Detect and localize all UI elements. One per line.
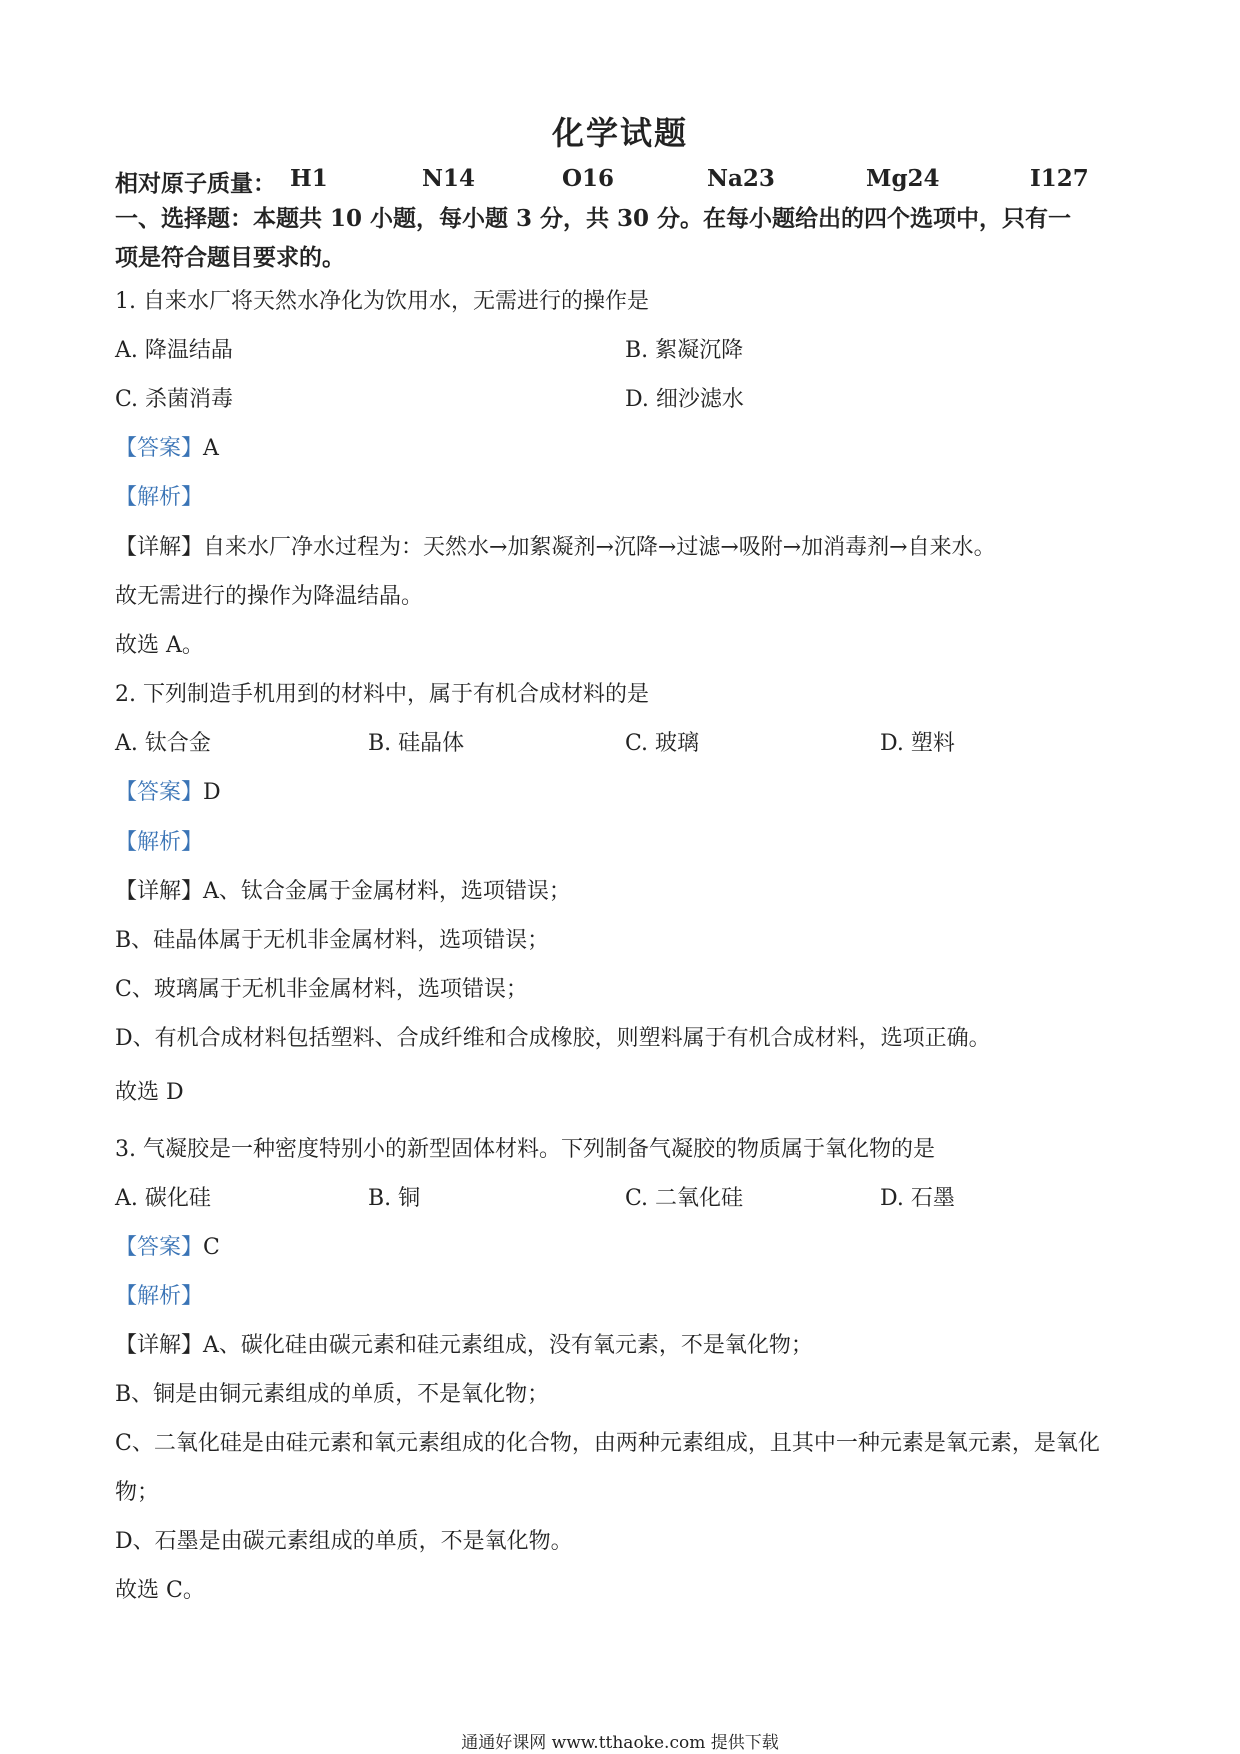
question-2-answer	[115, 778, 221, 808]
question-2-detail-5: 故选 D	[115, 1080, 184, 1105]
section-header-line2: 项是符合题目要求的。	[115, 244, 345, 271]
question-1-detail-3: 故选 A。	[115, 633, 204, 658]
question-1-stem: 1. 自来水厂将天然水净化为饮用水，无需进行的操作是	[115, 289, 649, 314]
atomic-mass-label: 相对原子质量：	[115, 170, 276, 197]
question-2-option-b: B. 硅晶体	[368, 731, 465, 756]
question-1-option-d: D. 细沙滤水	[625, 387, 744, 412]
question-2-detail-2: B、硅晶体属于无机非金属材料，选项错误；	[115, 928, 550, 953]
question-1-option-b: B. 絮凝沉降	[625, 338, 744, 363]
page-title: 化学试题	[551, 114, 688, 152]
question-3-detail-4: 物；	[115, 1480, 160, 1505]
question-1-analysis-label: 【解析】	[115, 485, 204, 510]
question-1-option-c: C. 杀菌消毒	[115, 387, 234, 412]
question-2-option-c: C. 玻璃	[625, 731, 700, 756]
question-2-detail-3: C、玻璃属于无机非金属材料，选项错误；	[115, 977, 528, 1002]
question-1-answer	[115, 434, 219, 464]
question-3-stem: 3. 气凝胶是一种密度特别小的新型固体材料。下列制备气凝胶的物质属于氧化物的是	[115, 1137, 935, 1162]
question-3-detail-1	[115, 1331, 813, 1361]
answer-label: 【答案】	[115, 1235, 204, 1260]
question-2-analysis-label: 【解析】	[115, 830, 204, 855]
answer-label: 【答案】	[115, 780, 204, 805]
atomic-mass-i: I127	[1030, 165, 1089, 192]
question-2-detail-1	[115, 877, 571, 907]
question-2-detail-4: D、有机合成材料包括塑料、合成纤维和合成橡胶，则塑料属于有机合成材料，选项正确。	[115, 1026, 991, 1051]
question-3-option-d: D. 石墨	[880, 1186, 955, 1211]
question-1-option-a: A. 降温结晶	[115, 338, 233, 363]
answer-label: 【答案】	[115, 436, 204, 461]
atomic-mass-o: O16	[562, 165, 615, 192]
atomic-mass-mg: Mg24	[866, 165, 940, 192]
question-3-answer	[115, 1233, 220, 1263]
atomic-mass-h: H1	[290, 165, 328, 192]
question-2-option-d: D. 塑料	[880, 731, 955, 756]
question-3-detail-6: 故选 C。	[115, 1578, 205, 1603]
atomic-mass-n: N14	[422, 165, 476, 192]
question-1-detail-2: 故无需进行的操作为降温结晶。	[115, 584, 424, 609]
answer-value: A	[203, 436, 219, 461]
question-3-option-b: B. 铜	[368, 1186, 421, 1211]
detail-text: 自来水厂净水过程为：天然水→加絮凝剂→沉降→过滤→吸附→加消毒剂→自来水。	[203, 535, 996, 560]
detail-text: A、钛合金属于金属材料，选项错误；	[203, 879, 571, 904]
question-3-detail-2: B、铜是由铜元素组成的单质，不是氧化物；	[115, 1382, 550, 1407]
question-3-option-a: A. 碳化硅	[115, 1186, 211, 1211]
question-2-stem: 2. 下列制造手机用到的材料中，属于有机合成材料的是	[115, 682, 649, 707]
page-footer: 通通好课网 www.tthaoke.com 提供下载	[461, 1733, 779, 1753]
question-3-option-c: C. 二氧化硅	[625, 1186, 744, 1211]
question-2-option-a: A. 钛合金	[115, 731, 211, 756]
question-1-detail-1	[115, 533, 996, 563]
question-3-analysis-label: 【解析】	[115, 1284, 204, 1309]
detail-label: 【详解】	[115, 1333, 204, 1358]
question-3-detail-5: D、石墨是由碳元素组成的单质，不是氧化物。	[115, 1529, 573, 1554]
answer-value: D	[203, 780, 221, 805]
section-header-line1: 一、选择题：本题共 10 小题，每小题 3 分，共 30 分。在每小题给出的四个选项中，只有一	[115, 205, 1072, 232]
atomic-mass-na: Na23	[707, 165, 775, 192]
question-3-detail-3: C、二氧化硅是由硅元素和氧元素组成的化合物，由两种元素组成，且其中一种元素是氧元素，是氧化	[115, 1431, 1100, 1456]
answer-value: C	[203, 1235, 220, 1260]
detail-label: 【详解】	[115, 535, 204, 560]
detail-text: A、碳化硅由碳元素和硅元素组成，没有氧元素，不是氧化物；	[203, 1333, 813, 1358]
detail-label: 【详解】	[115, 879, 204, 904]
